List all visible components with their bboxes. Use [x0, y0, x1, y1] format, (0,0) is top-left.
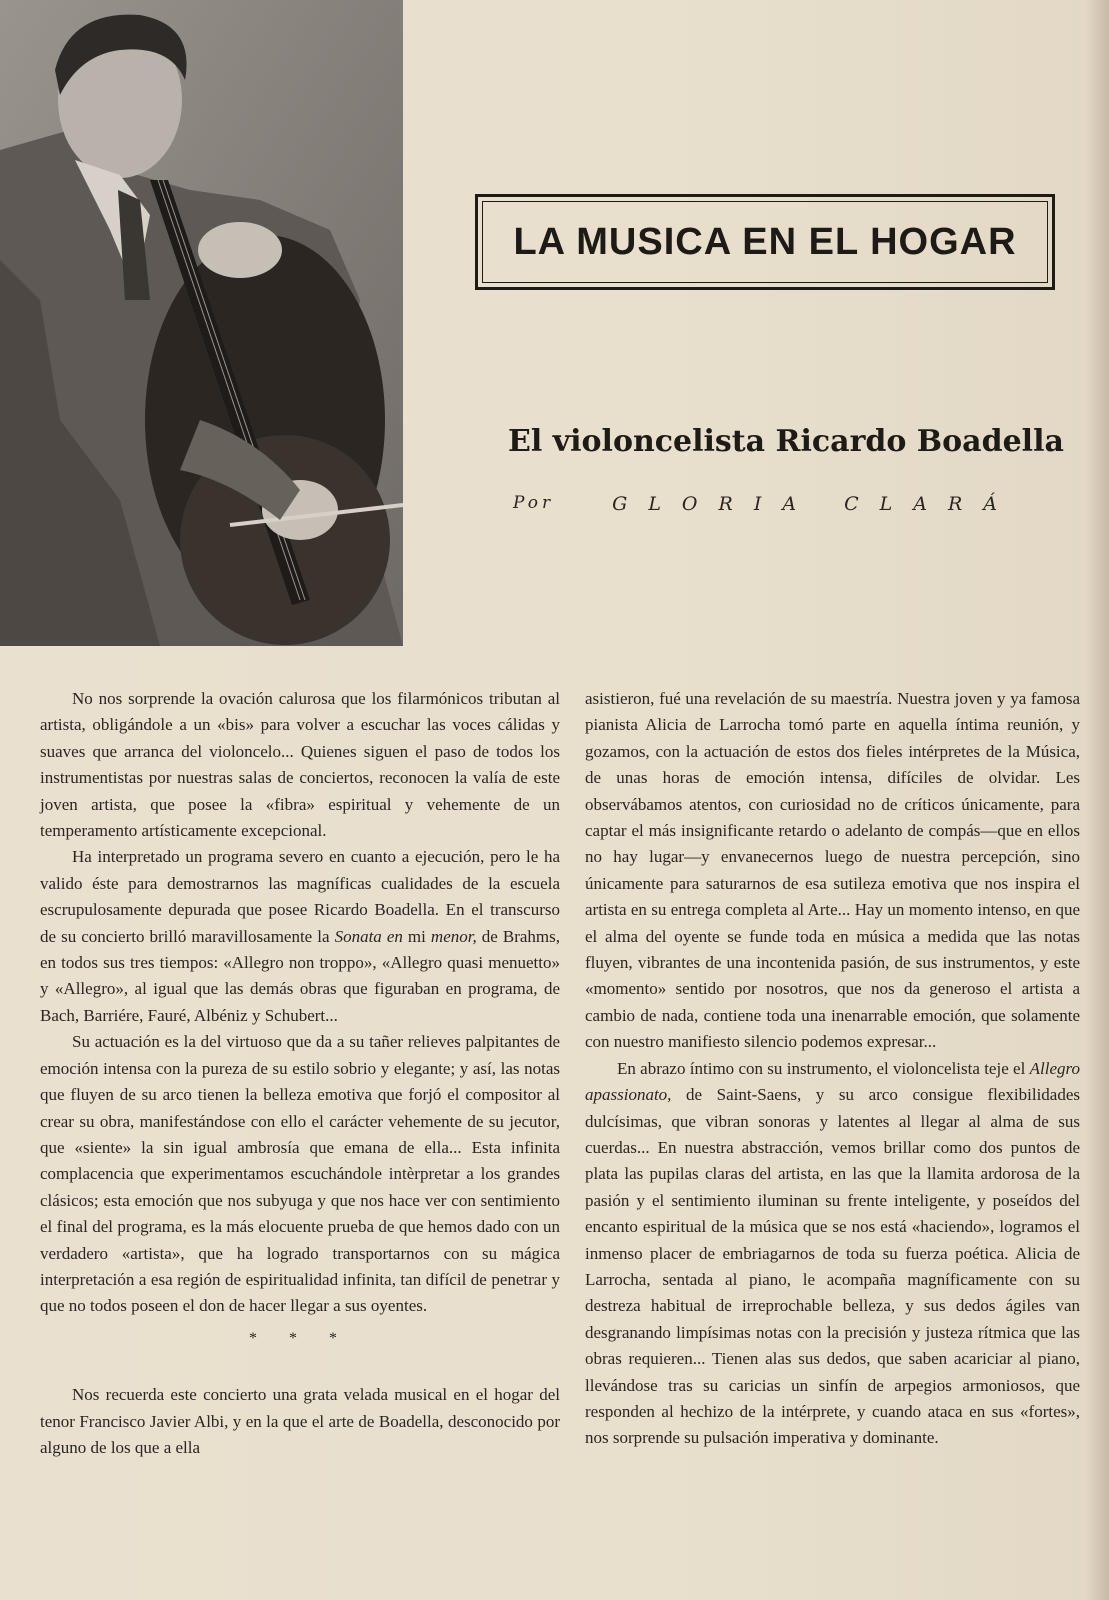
work-key: menor,: [430, 926, 477, 946]
paragraph: En abrazo íntimo con su instrumento, el violoncelista teje el Allegro apassionato, de Saint-Saens, y su arco consigue flexibilidades dulcísimas, que vibran sonoras y latentes al llegar al alma de sus cuerdas... En nuestra abstracción, vemos brillar como dos puntos de plata las pupilas claras del artista, en las que la llamita ardorosa de la pasión y el sentimiento iluminan su frente inteligente, y poseídos del encanto espiritual de la música que se nos está «haciendo», logramos el inmenso placer de embriagarnos de toda su fuerza poética. Alicia de Larrocha, sentada al piano, le acompaña magníficamente con su destreza habitual de irreprochable belleza, y sus dedos ágiles van desgranando limpísimas notas con la precisión y justeza rítmica que las obras requieren... Tienen alas sus dedos, que saben acariciar al piano, llevándose tras su caricias un sinfín de arpegios armoniosos, que responden al hechizo de la intérprete, y cuando ataca en sus «fortes», nos sorprende su pulsación imperativa y dominante.: [585, 1058, 1080, 1448]
cellist-photo-illustration: [0, 0, 403, 646]
paragraph: No nos sorprende la ovación calurosa que los filarmónicos tributan al artista, obligándole a un «bis» para volver a escuchar las voces cálidas y suaves que arranca del violoncelo... Quienes siguen el paso de todos los instrumentistas por nuestras salas de conciertos, reconocen la valía de este joven artista, que posee la «fibra» espiritual y vehemente de un temperamento artísticamente excepcional.: [40, 689, 560, 841]
masthead-frame: [475, 194, 1055, 290]
masthead-title: LA MUSICA EN EL HOGAR: [513, 220, 1017, 263]
paragraph: Nos recuerda este concierto una grata velada musical en el hogar del tenor Francisco Javier Albi, y en la que el arte de Boadella, desconocido por alguno de los que a ella: [40, 1385, 560, 1457]
paragraph: asistieron, fué una revelación de su maestría. Nuestra joven y ya famosa pianista Alicia de Larrocha tomó parte en aquella íntima reunión, y gozamos, con la actuación de estos dos fieles intérpretes de la Música, de unas horas de emoción intensa, difíciles de olvidar. Les observábamos atentos, con curiosidad no de críticos únicamente, para captar el más insignificante retardo o adelanto de compás—que en ellos no hay lugar—y envanecernos luego de nuestra percepción, sino únicamente para saturarnos de esa sutileza emotiva que nos inspira el artista en su entrega completa al Arte... Hay un momento intenso, en que el alma del oyente se funde toda en música a medida que las notas fluyen, vibrantes de una incontenida pasión, de sus instrumentos, y este «momento» sentido por nosotros, que nos da generoso el artista a cambio de nada, contiene toda una inenarrable emoción, que solamente con nuestro manifiesto silencio podemos expresar...: [585, 689, 1080, 1052]
left-column: [40, 686, 560, 1461]
byline-prefix: Por: [513, 493, 555, 513]
section-separator: * * *: [249, 1329, 351, 1347]
paragraph: Ha interpretado un programa severo en cuanto a ejecución, pero le ha valido éste para demostrarnos las magníficas cualidades de la escuela escrupulosamente depurada que posee Ricardo Boadella. En el transcurso de su concierto brilló maravillosamente la Sonata en mi menor, de Brahms, en todos sus tres tiempos: «Allegro non troppo», «Allegro quasi menuetto» y «Allegro», al igual que las demás obras que figuraban en programa, de Bach, Barriére, Fauré, Albéniz y Schubert...: [40, 847, 560, 1025]
byline-author: GLORIA CLARÁ: [612, 493, 1018, 515]
work-title: Sonata en: [334, 926, 403, 946]
paragraph: Su actuación es la del virtuoso que da a su tañer relieves palpitantes de emoción intensa con la pureza de su estilo sobrio y elegante; y así, las notas que fluyen de su arco tienen la belleza emotiva que forjó el compositor al crear su obra, manifestándose con ello el carácter vehemente de su jecutor, que «siente» la sin igual ambrosía que emana de ella... Esta infinita complacencia que experimentamos escuchándole intèrpretar a los grandes clásicos; esta emoción que nos subyuga y que nos hace ver con sentimiento el final del programa, es la más elocuente prueba de que hemos dado con un verdadero «artista», que ha logrado transportarnos con su mágica interpretación a esa región de espiritualidad infinita, tan difícil de penetrar y que no todos poseen el don de hacer llegar a sus oyentes.: [40, 1032, 560, 1316]
article-headline: El violoncelista Ricardo Boadella: [508, 424, 1064, 459]
work-title: Allegro apassionato,: [585, 1058, 1080, 1105]
byline: [513, 493, 1018, 517]
cellist-photo: [0, 0, 403, 646]
right-column: [585, 686, 1080, 1452]
page-edge-shadow: [1085, 0, 1109, 1600]
